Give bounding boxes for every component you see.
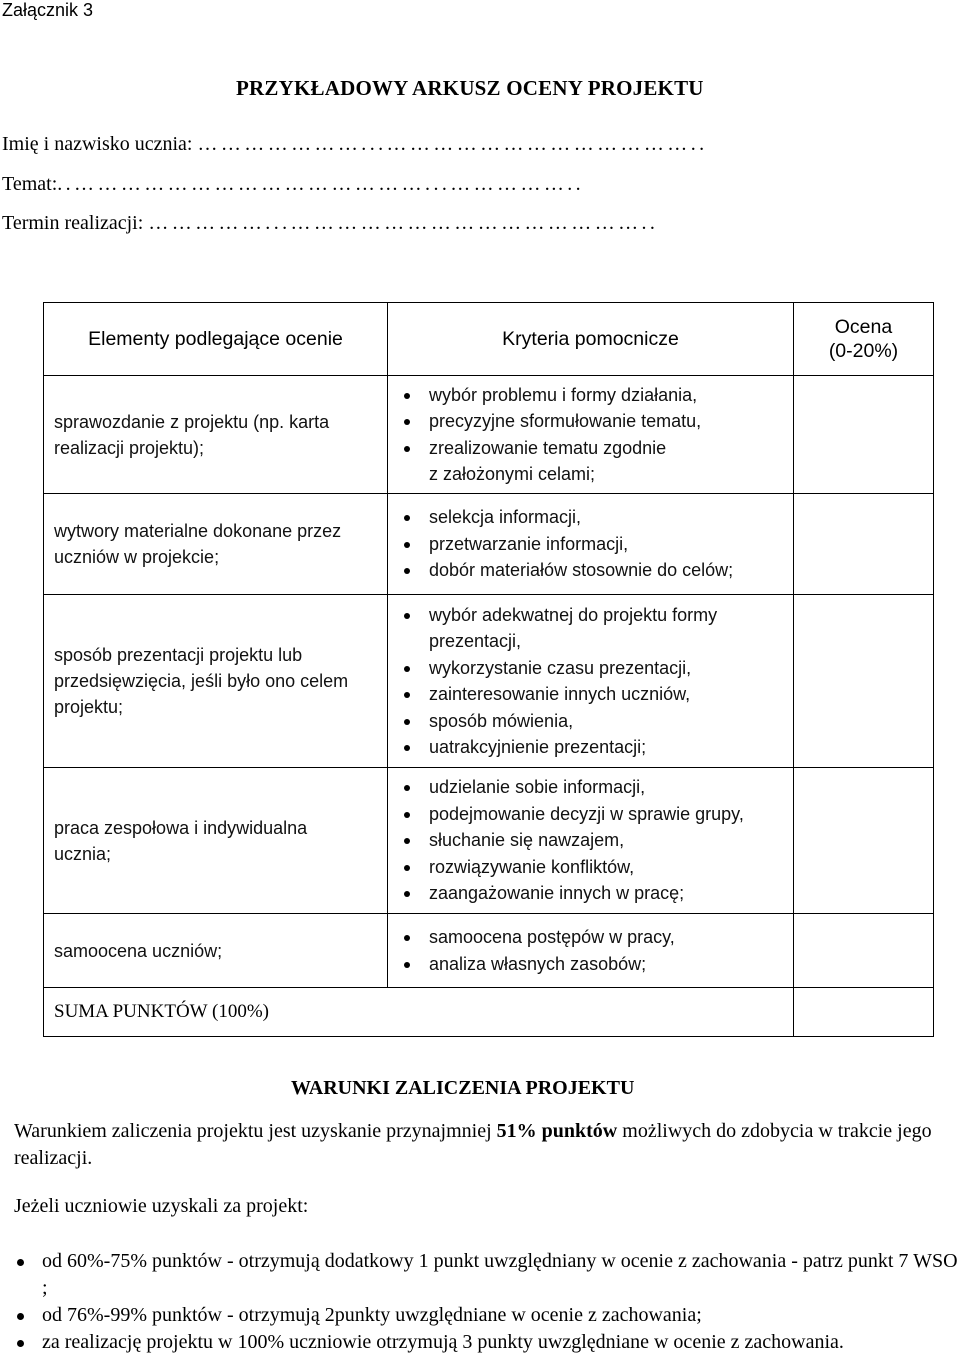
element-text: realizacji projektu); (54, 437, 205, 458)
topic-line (2, 173, 584, 196)
header-grade-line2: (0-20%) (828, 340, 899, 362)
deadline-label: Termin realizacji: (2, 212, 144, 234)
element-cell (44, 494, 388, 595)
table-row (44, 914, 934, 988)
criteria-cell (388, 376, 794, 494)
grade-cell[interactable] (794, 376, 934, 494)
list-item: za realizację projektu w 100% uczniowie otrzymują 3 punkty uwzględniane w ocenie z zachowania. (14, 1329, 960, 1356)
criteria-item: prezentacji, (429, 631, 522, 651)
criteria-cell (388, 768, 794, 914)
criteria-item: analiza własnych zasobów; (399, 951, 793, 978)
conditions-threshold: 51% punktów (496, 1120, 618, 1142)
bullet-icon (404, 719, 410, 725)
criteria-cell (388, 494, 794, 595)
criteria-item: słuchanie się nawzajem, (399, 827, 793, 854)
criteria-item: wykorzystanie czasu prezentacji, (399, 655, 793, 682)
criteria-item: samoocena postępów w pracy, (399, 924, 793, 951)
attachment-label: Załącznik 3 (2, 0, 94, 20)
conditions-text-part: możliwych do zdobycia w trakcie jego realizacji. (14, 1120, 932, 1169)
criteria-cell (388, 595, 794, 768)
criteria-item: zainteresowanie innych uczniów, (399, 681, 793, 708)
criteria-item: wybór adekwatnej do projektu formy (399, 602, 793, 629)
criteria-item: sposób mówienia, (399, 708, 793, 735)
bullet-icon (404, 745, 410, 751)
outcomes-intro: Jeżeli uczniowie uzyskali za projekt: (14, 1195, 309, 1217)
table-row (44, 376, 934, 494)
grade-cell[interactable] (794, 494, 934, 595)
bullet-icon (404, 542, 410, 548)
element-text: samoocena uczniów; (54, 940, 223, 961)
criteria-item: podejmowanie decyzji w sprawie grupy, (399, 801, 793, 828)
list-item: od 76%-99% punktów - otrzymują 2punkty uwzględniane w ocenie z zachowania; (14, 1302, 960, 1329)
element-text: sprawozdanie z projektu (np. karta (54, 411, 330, 432)
bullet-icon (404, 515, 410, 521)
bullet-icon (404, 666, 410, 672)
bullet-icon (404, 613, 410, 619)
criteria-item: rozwiązywanie konfliktów, (399, 854, 793, 881)
student-name-line (2, 133, 708, 156)
element-cell (44, 376, 388, 494)
bullet-icon (17, 1340, 24, 1347)
student-name-value: …………………...………………………………….. (197, 133, 708, 155)
deadline-value: ……………...……………………………………….. (148, 212, 659, 234)
element-cell (44, 768, 388, 914)
header-elements: Elementy podlegające ocenie (44, 303, 388, 376)
sum-value-cell[interactable] (794, 988, 934, 1037)
element-text: projektu; (54, 697, 124, 717)
sum-label: SUMA PUNKTÓW (100%) (44, 988, 794, 1037)
criteria-item: selekcja informacji, (399, 504, 793, 531)
bullet-icon (404, 446, 410, 452)
bullet-icon (17, 1313, 24, 1320)
criteria-cell (388, 914, 794, 988)
table-row (44, 595, 934, 768)
bullet-icon (404, 838, 410, 844)
element-text: uczniów w projekcie; (54, 547, 220, 567)
bullet-icon (404, 891, 410, 897)
bullet-icon (404, 935, 410, 941)
criteria-item: udzielanie sobie informacji, (399, 774, 793, 801)
bullet-icon (404, 419, 410, 425)
element-text: sposób prezentacji projektu lub (54, 645, 303, 665)
criteria-item: precyzyjne sformułowanie tematu, (399, 408, 793, 435)
header-grade (794, 303, 934, 376)
bullet-icon (404, 393, 410, 399)
criteria-item: z założonymi celami; (429, 464, 596, 484)
criteria-item: uatrakcyjnienie prezentacji; (399, 734, 793, 761)
criteria-item: przetwarzanie informacji, (399, 531, 793, 558)
header-grade-line1: Ocena (834, 316, 893, 338)
evaluation-table (43, 302, 934, 1037)
conditions-title: WARUNKI ZALICZENIA PROJEKTU (291, 1077, 635, 1099)
conditions-text-part: Warunkiem zaliczenia projektu jest uzyskanie przynajmniej (14, 1120, 497, 1142)
element-text: praca zespołowa i indywidualna (54, 817, 308, 838)
topic-label: Temat: (2, 173, 58, 195)
sum-row (44, 988, 934, 1037)
topic-value: ..………………………………………...…………….. (57, 173, 585, 195)
bullet-icon (404, 962, 410, 968)
criteria-item: wybór problemu i formy działania, (399, 382, 793, 409)
header-criteria: Kryteria pomocnicze (388, 303, 794, 376)
outcomes-list (14, 1248, 960, 1356)
criteria-item: zrealizowanie tematu zgodnie (399, 435, 793, 462)
list-item: od 60%-75% punktów - otrzymują dodatkowy 1 punkt uwzględniany w ocenie z zachowania - patrz punkt 7 WSO ; (14, 1248, 960, 1302)
table-row (44, 768, 934, 914)
grade-cell[interactable] (794, 914, 934, 988)
bullet-icon (17, 1259, 24, 1266)
bullet-icon (404, 692, 410, 698)
bullet-icon (404, 785, 410, 791)
element-cell (44, 595, 388, 768)
element-text: ucznia; (54, 843, 112, 864)
element-cell (44, 914, 388, 988)
element-text: wytwory materialne dokonane przez (54, 521, 342, 541)
criteria-item: dobór materiałów stosownie do celów; (399, 557, 793, 584)
document-title: PRZYKŁADOWY ARKUSZ OCENY PROJEKTU (236, 76, 704, 100)
conditions-text (14, 1118, 944, 1172)
grade-cell[interactable] (794, 768, 934, 914)
bullet-icon (404, 812, 410, 818)
criteria-item: zaangażowanie innych w pracę; (399, 880, 793, 907)
table-row (44, 494, 934, 595)
bullet-icon (404, 865, 410, 871)
deadline-line (2, 212, 658, 235)
table-header-row (44, 303, 934, 376)
grade-cell[interactable] (794, 595, 934, 768)
student-name-label: Imię i nazwisko ucznia: (2, 133, 193, 155)
bullet-icon (404, 568, 410, 574)
element-text: przedsięwzięcia, jeśli było ono celem (54, 671, 349, 691)
